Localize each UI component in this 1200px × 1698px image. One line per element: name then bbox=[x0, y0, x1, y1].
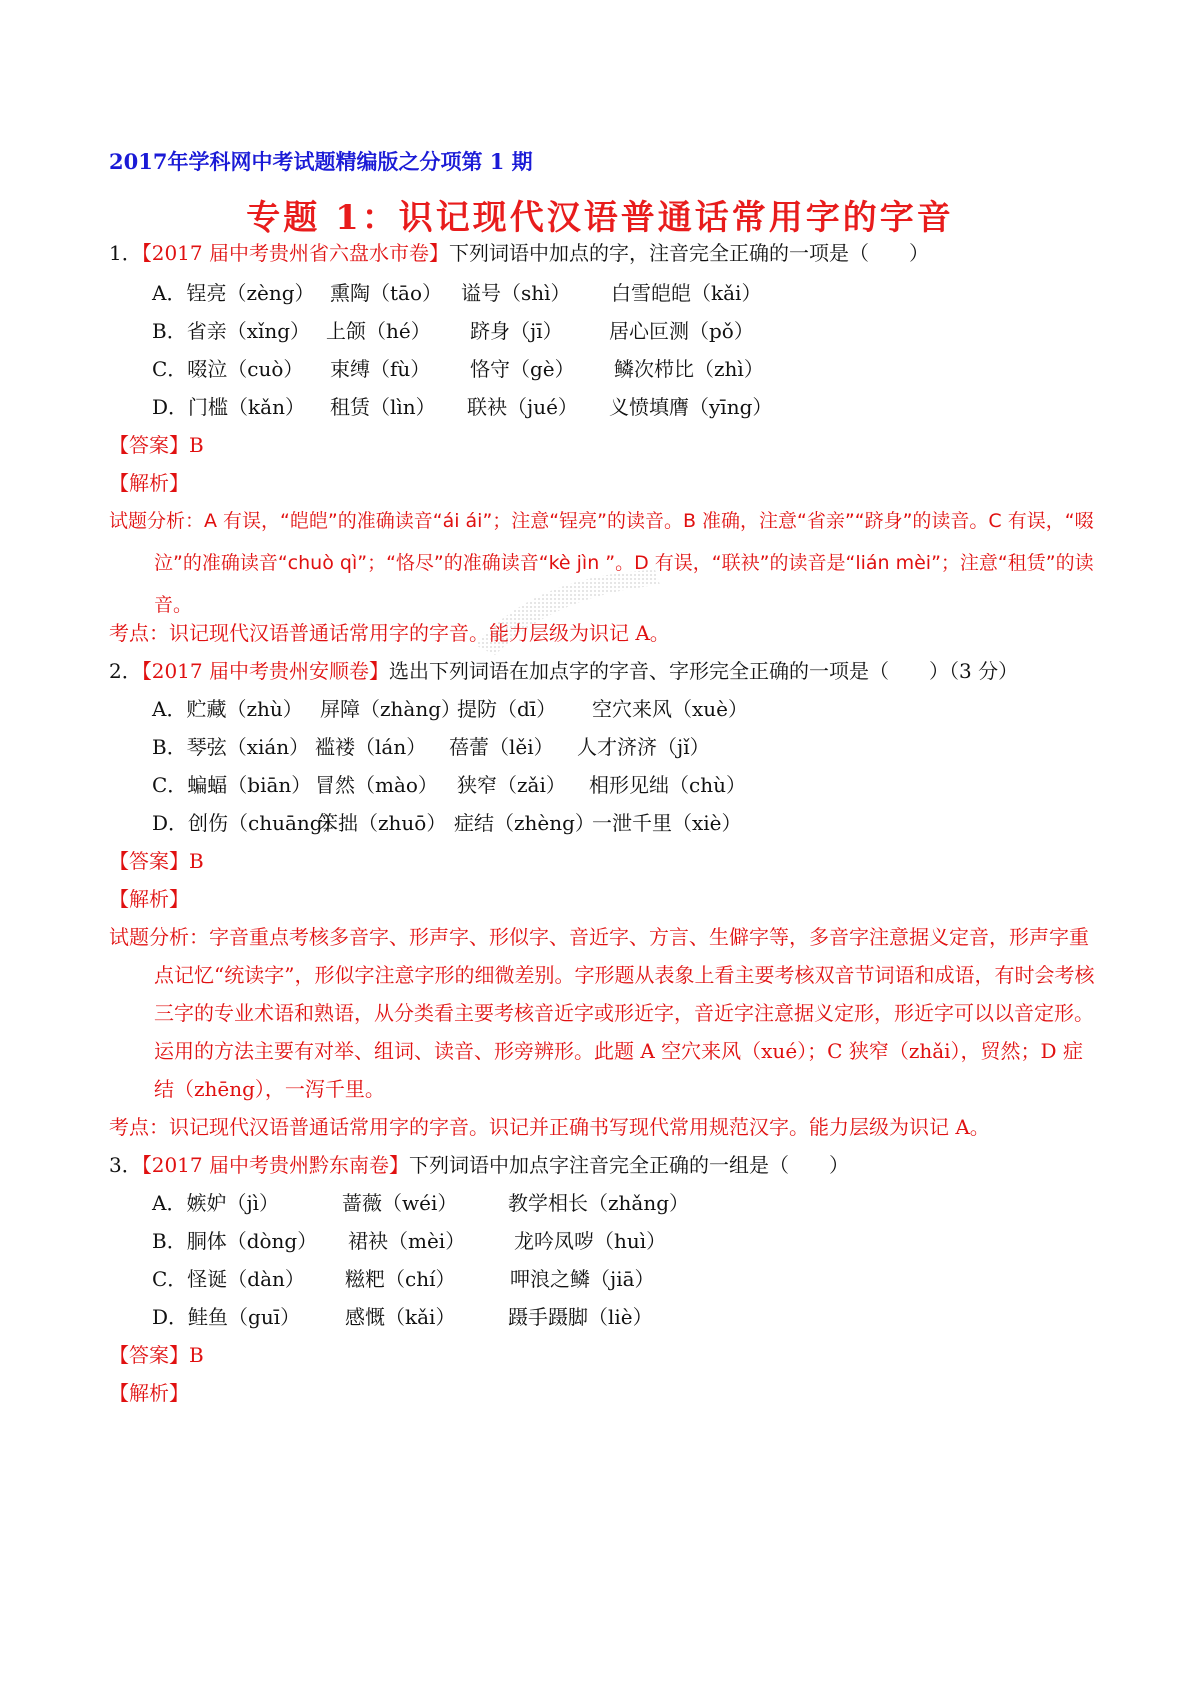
q1-option-c-3: 恪守（gè） bbox=[470, 357, 575, 381]
question-text: 选出下列词语在加点字的字音、字形完全正确的一项是（ ）（3 分） bbox=[389, 659, 1019, 683]
q3-analysis-label: 【解析】 bbox=[109, 1381, 189, 1405]
question-source: 【2017 届中考贵州安顺卷】 bbox=[141, 659, 389, 683]
q1-option-b-3: 跻身（jī） bbox=[470, 319, 563, 343]
q2-analysis-label: 【解析】 bbox=[109, 887, 189, 911]
q3-option-b-1: B．胴体（dòng） bbox=[152, 1229, 318, 1253]
q3-option-d-2: 感慨（kǎi） bbox=[345, 1305, 456, 1329]
q1-option-a-3: 谥号（shì） bbox=[461, 281, 571, 305]
q1-option-b-1: B．省亲（xǐng） bbox=[152, 319, 311, 343]
q1-option-a-1: A．锃亮（zèng） bbox=[152, 281, 315, 305]
question-source: 【2017 届中考贵州省六盘水市卷】 bbox=[141, 241, 449, 265]
q1-option-a-4: 白雪皑皑（kǎi） bbox=[611, 281, 762, 305]
q3-option-c-2: 糍粑（chí） bbox=[345, 1267, 456, 1291]
q2-option-c-1: C．蝙蝠（biān） bbox=[152, 773, 312, 797]
q1-option-d-4: 义愤填膺（yīng） bbox=[609, 395, 773, 419]
q3-option-d-1: D．鲑鱼（guī） bbox=[152, 1305, 301, 1329]
q2-answer: 【答案】B bbox=[109, 849, 204, 873]
q2-option-c-4: 相形见绌（chù） bbox=[589, 773, 746, 797]
q1-answer: 【答案】B bbox=[109, 433, 204, 457]
question-number: 3． bbox=[109, 1153, 142, 1177]
question-text: 下列词语中加点的字，注音完全正确的一项是（ ） bbox=[449, 241, 929, 265]
q2-option-a-3: 提防（dī） bbox=[457, 697, 557, 721]
question-2-stem bbox=[109, 658, 1018, 684]
q1-option-b-4: 居心叵测（pǒ） bbox=[609, 319, 754, 343]
q2-option-d-2: 笨拙（zhuō） bbox=[318, 811, 447, 835]
q1-analysis-label: 【解析】 bbox=[109, 471, 189, 495]
q2-option-a-4: 空穴来风（xuè） bbox=[592, 697, 748, 721]
question-number: 1． bbox=[109, 241, 142, 265]
question-number: 2． bbox=[109, 659, 142, 683]
q3-option-d-3: 蹑手蹑脚（liè） bbox=[508, 1305, 653, 1329]
q1-option-d-1: D．门槛（kǎn） bbox=[152, 395, 305, 419]
q2-analysis bbox=[109, 918, 1099, 1108]
q1-option-a-2: 熏陶（tāo） bbox=[330, 281, 443, 305]
q2-option-a-1: A．贮藏（zhù） bbox=[152, 697, 303, 721]
q2-option-b-4: 人才济济（jǐ） bbox=[577, 735, 710, 759]
q3-option-b-3: 龙吟凤哕（huì） bbox=[514, 1229, 667, 1253]
q1-analysis-text: 试题分析：A 有误，“皑皑”的准确读音“ái ái”；注意“锃亮”的读音。B 准确，注意“省亲”“跻身”的读音。C 有误，“啜泣”的准确读音“chuò qì”；“恪尽”的准确读音“kè jìn ”。D 有误，“联袂”的读音是“lián mèi”；注意“租赁”的读音。 bbox=[109, 510, 1094, 616]
q2-option-d-1: D．创伤（chuāng） bbox=[152, 811, 343, 835]
q1-option-d-2: 租赁（lìn） bbox=[330, 395, 436, 419]
q1-option-d-3: 联袂（jué） bbox=[467, 395, 578, 419]
page-title: 专题 1：识记现代汉语普通话常用字的字音 bbox=[246, 198, 954, 238]
question-3-stem bbox=[109, 1152, 849, 1178]
q1-kaodian: 考点：识记现代汉语普通话常用字的字音。能力层级为识记 A。 bbox=[109, 621, 670, 645]
q2-option-d-3: 症结（zhèng） bbox=[454, 811, 595, 835]
q2-option-b-1: B．琴弦（xián） bbox=[152, 735, 310, 759]
q2-option-a-2: 屏障（zhàng） bbox=[320, 697, 462, 721]
q3-option-a-2: 蔷薇（wéi） bbox=[342, 1191, 458, 1215]
q3-option-a-1: A．嫉妒（jì） bbox=[152, 1191, 280, 1215]
q1-option-c-2: 束缚（fù） bbox=[330, 357, 431, 381]
q2-option-c-2: 冒然（mào） bbox=[315, 773, 438, 797]
q2-option-b-2: 褴褛（lán） bbox=[315, 735, 427, 759]
q3-option-a-3: 教学相长（zhǎng） bbox=[508, 1191, 690, 1215]
q3-option-b-2: 裙袂（mèi） bbox=[348, 1229, 466, 1253]
q3-option-c-1: C．怪诞（dàn） bbox=[152, 1267, 305, 1291]
question-source: 【2017 届中考贵州黔东南卷】 bbox=[141, 1153, 409, 1177]
q3-answer: 【答案】B bbox=[109, 1343, 204, 1367]
q1-option-b-2: 上颌（hé） bbox=[326, 319, 431, 343]
q2-kaodian: 考点：识记现代汉语普通话常用字的字音。识记并正确书写现代常用规范汉字。能力层级为识记 A。 bbox=[109, 1115, 990, 1139]
q2-option-b-3: 蓓蕾（lěi） bbox=[449, 735, 554, 759]
question-1-stem bbox=[109, 240, 929, 266]
q1-option-c-1: C．啜泣（cuò） bbox=[152, 357, 304, 381]
q2-analysis-text: 试题分析：字音重点考核多音字、形声字、形似字、音近字、方言、生僻字等，多音字注意据义定音，形声字重点记忆“统读字”，形似字注意字形的细微差别。字形题从表象上看主要考核双音节词语和成语，有时会考核三字的专业术语和熟语，从分类看主要考核音近字或形近字，音近字注意据义定形，形近字可以以音定形。运用的方法主要有对举、组词、读音、形旁辨形。此题 A 空穴来风（xué）；C 狭窄（zhǎi），贸然；D 症结（zhēng），一泻千里。 bbox=[109, 925, 1095, 1101]
q3-option-c-3: 呷浪之鳞（jiā） bbox=[510, 1267, 655, 1291]
q1-option-c-4: 鳞次栉比（zhì） bbox=[614, 357, 764, 381]
series-header: 2017年学科网中考试题精编版之分项第 1 期 bbox=[109, 149, 533, 174]
q2-option-d-4: 一泄千里（xiè） bbox=[592, 811, 742, 835]
q2-option-c-3: 狭窄（zǎi） bbox=[457, 773, 566, 797]
question-text: 下列词语中加点字注音完全正确的一组是（ ） bbox=[409, 1153, 849, 1177]
